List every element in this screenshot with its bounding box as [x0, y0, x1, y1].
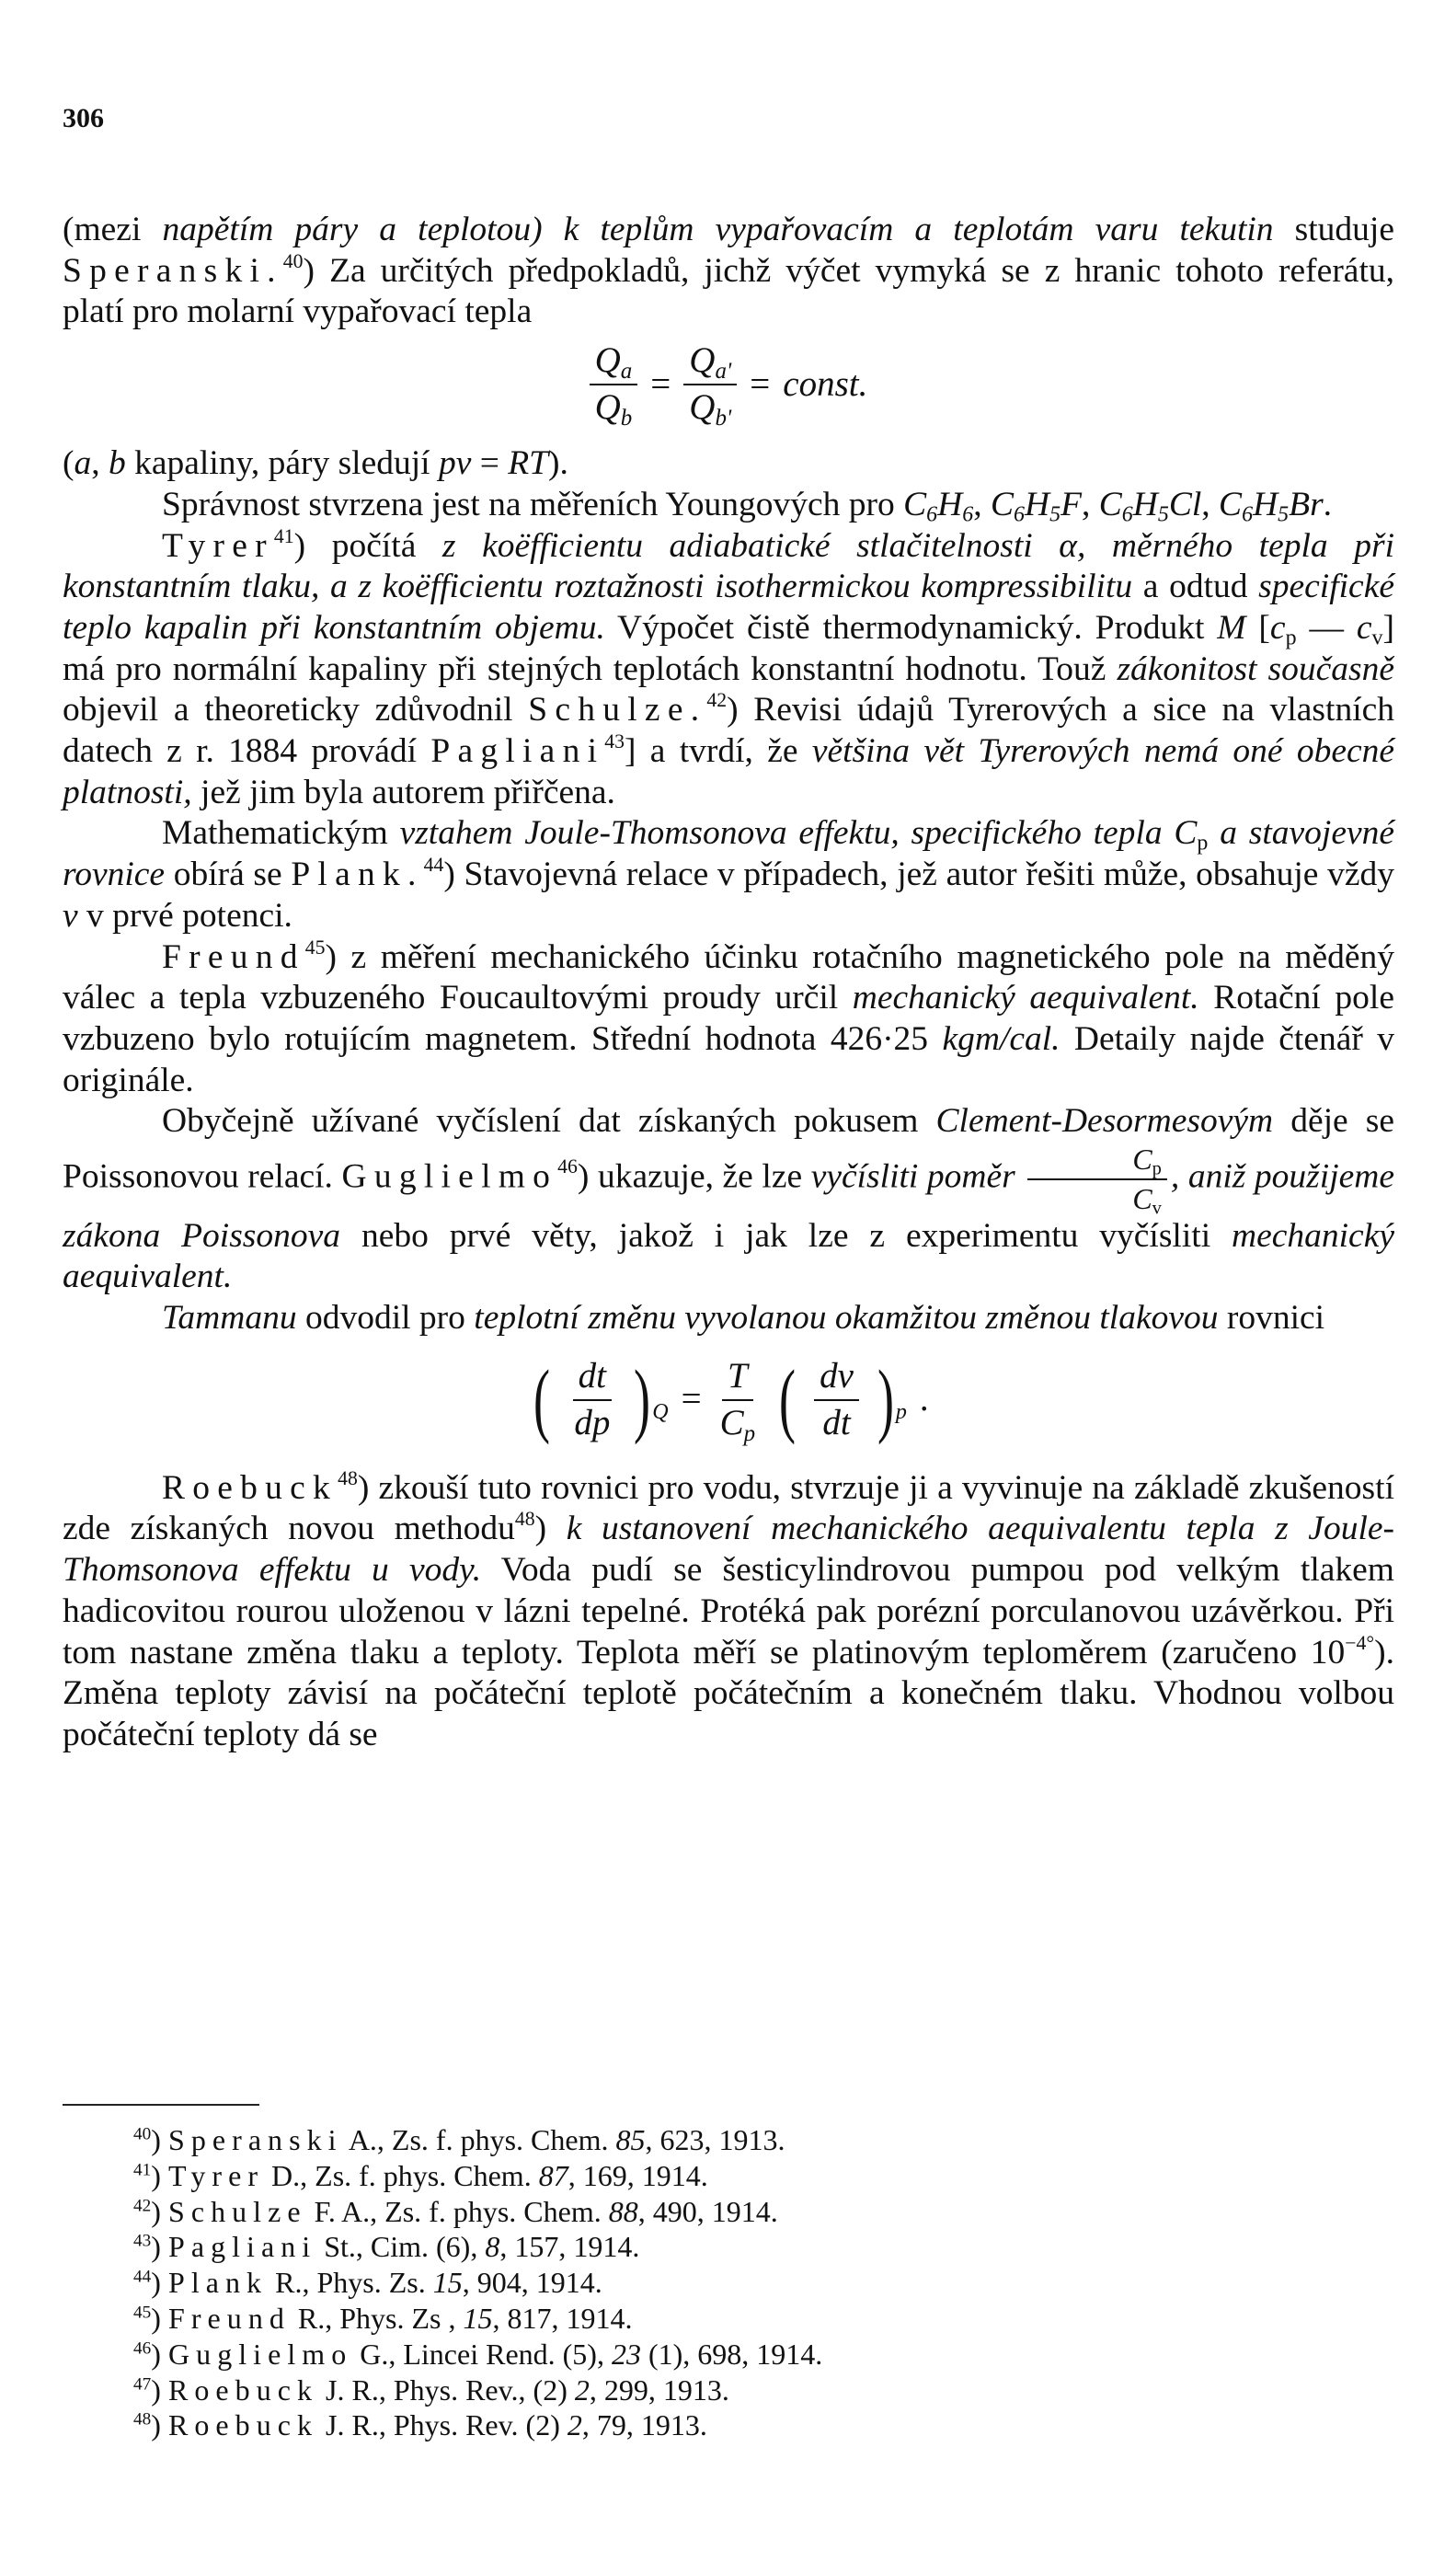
fraction	[683, 340, 737, 429]
footnote-number: 41	[133, 2160, 152, 2180]
paragraph-legend	[63, 443, 1394, 485]
footnote-author: Schulze	[168, 2194, 307, 2228]
subscript: 6	[1242, 502, 1254, 527]
footnote-ref: 40	[282, 249, 304, 272]
subscript: p	[1285, 626, 1297, 650]
footnotes	[133, 2122, 1329, 2443]
footnote-text: F. A., Zs. f. phys. Chem.	[306, 2194, 609, 2228]
subscript: 5	[1157, 502, 1169, 527]
italic-text: mechanický aequivalent.	[852, 979, 1199, 1017]
text: ,	[91, 444, 109, 483]
equals-sign: =	[750, 363, 771, 404]
formula: C	[990, 485, 1014, 523]
footnote: $^{43}$) Pagliani St., Cim. (6), 8, 157, 1914.	[133, 2230, 640, 2264]
text: nebo prvé věty, jakož i jak lze z experimentu vyčísliti	[340, 1216, 1232, 1255]
author-name: Guglielmo	[341, 1157, 558, 1196]
footnote-text: , 169, 1914.	[567, 2158, 708, 2192]
text: kapaliny, páry sledují	[125, 444, 439, 483]
footnote-ref: 46	[557, 1155, 578, 1178]
footnote-author: Roebuck	[168, 2408, 319, 2442]
footnote-number: 48	[133, 2409, 152, 2430]
footnote-author: Tyrer	[168, 2158, 265, 2192]
denominator: dt	[822, 1402, 851, 1442]
italic-text: Tammanu	[162, 1299, 297, 1338]
paragraph-freund	[63, 937, 1394, 1102]
text: =	[471, 444, 509, 483]
denominator: C	[719, 1402, 744, 1442]
parenthesis: )	[634, 1353, 651, 1445]
text: [	[1245, 608, 1270, 647]
footnote-author: Plank	[168, 2266, 269, 2300]
footnote: $^{40}$) Speranski A., Zs. f. phys. Chem. 85, 623, 1913.	[133, 2123, 785, 2156]
footnote-text: (1), 698, 1914.	[640, 2337, 823, 2371]
text: —	[1296, 608, 1357, 647]
text: ) Revisi údajů Tyrerových a sice na vlastních datech z r. 1884 provádí	[63, 691, 1395, 771]
italic-text: specifické teplo kapalin při konstantním objemu.	[63, 568, 1394, 647]
italic-text: mechanický aequivalent.	[63, 1216, 1394, 1296]
author-name: Tyrer	[162, 526, 274, 565]
italic-text: , aniž použijeme zákona Poissonova	[63, 1157, 1394, 1255]
paragraph-plank	[63, 813, 1394, 936]
subscript: 6	[1013, 502, 1025, 527]
subscript: p	[895, 1399, 907, 1424]
subscript: v	[1371, 626, 1383, 650]
footnote-text: St., Cim. (6),	[316, 2230, 486, 2264]
exponent: −4°	[1345, 1631, 1375, 1654]
footnote-text: , 157, 1914.	[499, 2230, 640, 2264]
text: .	[1323, 485, 1333, 523]
subscript: p	[743, 1420, 756, 1446]
italic-text: z koëfficientu adiabatické stlačitelnosti α, měrného tepla při konstantním tlaku, a z koëfficientu roztažnosti isothermickou kompressibilitu	[63, 526, 1394, 606]
formula: Cl	[1168, 485, 1202, 523]
footnote-text: D., Zs. f. phys. Chem.	[264, 2158, 539, 2192]
footnote-divider	[63, 2104, 259, 2106]
symbol: Q	[689, 340, 716, 381]
footnote: $^{42}$) Schulze F. A., Zs. f. phys. Chem. 88, 490, 1914.	[133, 2194, 778, 2228]
footnote-author: Freund	[168, 2301, 291, 2335]
footnote-text: R., Phys. Zs ,	[290, 2301, 464, 2335]
footnote: $^{41}$) Tyrer D., Zs. f. phys. Chem. 87, 169, 1914.	[133, 2158, 708, 2192]
period: .	[919, 1379, 929, 1419]
author-name: Pagliani	[430, 732, 605, 771]
footnote-number: 46	[133, 2338, 152, 2359]
footnote-volume: 2	[567, 2408, 582, 2442]
formula: F	[1060, 485, 1082, 523]
author-name: Speranski.	[63, 251, 283, 290]
footnote-text: R., Phys. Zs.	[268, 2266, 433, 2300]
italic-text: k ustanovení mechanického aequivalentu tepla z Joule-Thomsonova effektu u vody.	[63, 1510, 1395, 1590]
fraction	[590, 340, 638, 429]
subscript: b'	[715, 405, 732, 431]
parenthesis: (	[779, 1353, 797, 1445]
text: ) ukazuje, že lze	[577, 1157, 811, 1196]
subscript: b	[620, 405, 633, 431]
footnote-text: J. R., Phys. Rev., (2)	[318, 2372, 575, 2407]
equals-sign: =	[681, 1379, 702, 1419]
footnote-text: A., Zs. f. phys. Chem.	[342, 2123, 616, 2156]
parenthesis: (	[533, 1353, 551, 1445]
symbol: Q	[594, 340, 621, 381]
text: Voda pudí se šesticylindrovou pumpou pod velkým tlakem hadicovitou rourou uloženou v lázni tepelné. Protéká pak porézní porculanovou uzávěrkou. Při tom nastane změna tlaku a teploty. Teplota měří se platinovým teploměrem (zaručeno 10	[63, 1551, 1394, 1672]
footnote-text: , 79, 1913.	[581, 2408, 707, 2442]
footnote-ref: 44	[423, 853, 444, 876]
text: objevil a theoreticky zdůvodnil	[63, 691, 529, 730]
footnote-volume: 8	[485, 2230, 500, 2264]
footnote-number: 47	[133, 2374, 152, 2395]
subscript: p	[1152, 1158, 1162, 1179]
text: )	[534, 1510, 567, 1548]
footnote-text: , 623, 1913.	[645, 2123, 785, 2156]
footnote-volume: 85	[615, 2123, 646, 2156]
text: ) počítá	[293, 526, 442, 565]
text: (	[63, 444, 75, 483]
equation-tammann	[63, 1339, 1394, 1468]
author-name: Schulze.	[528, 691, 707, 730]
fraction	[715, 1356, 762, 1444]
text: ) Stavojevná relace v případech, jež autor řešiti může, obsahuje vždy	[443, 856, 1394, 894]
italic-text: kgm/cal.	[942, 1019, 1060, 1058]
subscript: 6	[926, 502, 938, 527]
numerator: dv	[814, 1356, 859, 1401]
symbol: a	[74, 444, 92, 483]
author-name: Freund	[162, 937, 305, 976]
text: ) Za určitých předpokladů, jichž výčet vymyká se z hranic tohoto referátu, platí pro molarní vypařovací tepla	[63, 251, 1394, 331]
footnote-volume: 87	[538, 2158, 568, 2192]
text: Obyčejně užívané vyčíslení dat získaných pokusem	[162, 1102, 936, 1141]
footnote-number: 42	[133, 2196, 152, 2216]
text: ).	[548, 444, 568, 483]
footnote-text: , 490, 1914.	[637, 2194, 778, 2228]
footnote-author: Roebuck	[168, 2372, 319, 2407]
footnote-ref: 48	[338, 1466, 358, 1489]
author-name: Roebuck	[162, 1468, 338, 1507]
footnote-volume: 88	[608, 2194, 638, 2228]
footnote: $^{46}$) Guglielmo G., Lincei Rend. (5), 23 (1), 698, 1914.	[133, 2337, 823, 2371]
formula: C	[1219, 485, 1243, 523]
footnote-number: 44	[133, 2267, 152, 2287]
text: Rotační pole vzbuzeno bylo rotujícím magnetem. Střední hodnota 426·25	[63, 979, 1394, 1058]
italic-text: zákonitost současně	[1117, 649, 1394, 688]
symbol: v	[63, 896, 78, 935]
paragraph-young	[63, 485, 1394, 526]
italic-text: vyčísliti poměr	[810, 1157, 1015, 1196]
footnote-ref: 42	[706, 689, 728, 712]
symbol: C	[1174, 814, 1198, 853]
subscript: Q	[652, 1399, 669, 1424]
symbol: RT	[508, 444, 549, 483]
equation-ratio	[63, 333, 1394, 443]
subscript: 6	[1121, 502, 1133, 527]
parenthesis: )	[877, 1353, 894, 1445]
footnote-text: J. R., Phys. Rev. (2)	[318, 2408, 567, 2442]
numerator: dt	[573, 1356, 612, 1401]
subscript: a'	[715, 359, 732, 385]
formula: Br	[1289, 485, 1324, 523]
footnote-author: Speranski	[168, 2123, 343, 2156]
text: v prvé potenci.	[77, 896, 292, 935]
paragraph-tyrer	[63, 526, 1394, 814]
footnote-author: Guglielmo	[168, 2337, 353, 2371]
text: obírá se	[165, 856, 292, 894]
symbol: C	[1132, 1143, 1152, 1177]
footnote-volume: 2	[574, 2372, 590, 2407]
italic-text: napětím páry a teplotou) k teplům vypařovacím a teplotám varu tekutin	[162, 211, 1274, 248]
footnote-volume: 15	[463, 2301, 493, 2335]
paragraph-guglielmo	[63, 1101, 1394, 1298]
symbol: c	[1356, 608, 1372, 647]
footnote-text: G., Lincei Rend. (5),	[352, 2337, 612, 2371]
formula: H	[1253, 485, 1278, 523]
text: ,	[1201, 485, 1220, 523]
footnote-volume: 15	[432, 2266, 463, 2300]
symbol: Q	[689, 386, 716, 427]
italic-text: většina vět Tyrerových nemá oné obecné platnosti,	[63, 732, 1395, 811]
text: Detaily najde čtenář v originále.	[63, 1019, 1394, 1099]
symbol: pv	[438, 444, 472, 483]
text: Výpočet čistě thermodynamický. Produkt	[604, 608, 1218, 647]
numerator: T	[722, 1356, 753, 1401]
text: ) z měření mechanického účinku rotačního magnetického pole na měděný válec a tepla vzbuzeného Foucaultovými proudy určil	[63, 937, 1394, 1017]
footnote-number: 43	[133, 2231, 152, 2251]
subscript: 5	[1049, 502, 1061, 527]
symbol: c	[1269, 608, 1286, 647]
symbol: C	[1132, 1181, 1152, 1215]
fraction	[814, 1356, 859, 1444]
text: a odtud	[1132, 568, 1259, 606]
author-name: Plank.	[291, 856, 424, 894]
footnote-author: Pagliani	[168, 2230, 317, 2264]
formula: H	[1024, 485, 1050, 523]
footnote-ref: 45	[304, 936, 326, 959]
italic-text: vztahem Joule-Thomsonova effektu, specifického tepla	[399, 814, 1175, 853]
text: odvodil pro	[296, 1299, 475, 1338]
formula: C	[1098, 485, 1122, 523]
text: ,	[973, 485, 991, 523]
symbol: Q	[594, 386, 621, 427]
body-text	[63, 210, 1394, 1756]
text: studuje	[1273, 211, 1394, 248]
subscript: 6	[962, 502, 974, 527]
footnote-volume: 23	[611, 2337, 641, 2371]
formula: H	[937, 485, 963, 523]
fraction	[568, 1356, 615, 1444]
text: ] a tvrdí, že	[625, 732, 812, 771]
italic-text: Clement-Desormesovým	[935, 1102, 1274, 1141]
paragraph-tammann	[63, 1298, 1394, 1339]
paragraph-roebuck	[63, 1468, 1394, 1756]
text: Mathematickým	[162, 814, 400, 853]
footnote-text: , 299, 1913.	[589, 2372, 729, 2407]
fraction-cp-cv	[1027, 1143, 1167, 1219]
formula: C	[903, 485, 927, 523]
symbol: M	[1217, 608, 1246, 647]
text: ] má pro normální kapaliny při stejných teplotách konstantní hodnotu. Touž	[63, 608, 1394, 688]
text: ). Změna teploty závisí na počáteční teplotě počátečním a konečném tlaku. Vhodnou volbou počáteční teploty dá se	[63, 1633, 1394, 1753]
footnote-text: , 904, 1914.	[462, 2266, 602, 2300]
formula: H	[1132, 485, 1158, 523]
paragraph-speranski	[63, 210, 1394, 333]
page-number: 306	[63, 103, 104, 133]
subscript: 5	[1278, 502, 1290, 527]
subscript: a	[620, 359, 633, 385]
italic-text: teplotní změnu vyvolanou okamžitou změnou tlakovou	[474, 1299, 1219, 1338]
equals-sign: =	[650, 363, 671, 404]
text: ,	[1082, 485, 1099, 523]
equation-rhs: const.	[783, 363, 868, 404]
footnote-ref: 43	[604, 730, 625, 753]
symbol: b	[109, 444, 126, 483]
footnote: $^{44}$) Plank R., Phys. Zs. 15, 904, 1914.	[133, 2266, 602, 2300]
text: rovnici	[1218, 1299, 1325, 1338]
text: (mezi	[63, 211, 163, 248]
footnote: $^{48}$) Roebuck J. R., Phys. Rev. (2) 2, 79, 1913.	[133, 2408, 707, 2442]
footnote-ref: 41	[273, 524, 294, 547]
italic-text: a stavojevné rovnice	[63, 814, 1394, 894]
footnote-number: 45	[133, 2303, 152, 2323]
text: Správnost stvrzena jest na měřeních Youngových pro	[162, 485, 904, 523]
footnote-number: 40	[133, 2124, 152, 2144]
denominator: dp	[574, 1402, 611, 1442]
text: ) zkouší tuto rovnici pro vodu, stvrzuje ji a vyvinuje na základě zkušeností zde získaných novou methodu	[63, 1468, 1394, 1548]
subscript: p	[1197, 832, 1209, 856]
footnote: $^{45}$) Freund R., Phys. Zs , 15, 817, 1914.	[133, 2301, 633, 2335]
footnote: $^{47}$) Roebuck J. R., Phys. Rev., (2) 2, 299, 1913.	[133, 2372, 729, 2407]
footnote-ref: 48	[514, 1508, 535, 1531]
text: jež jim byla autorem přiřčena.	[191, 773, 615, 811]
footnote-text: , 817, 1914.	[492, 2301, 633, 2335]
subscript: v	[1152, 1198, 1162, 1219]
text: děje se Poissonovou relací.	[63, 1102, 1394, 1196]
